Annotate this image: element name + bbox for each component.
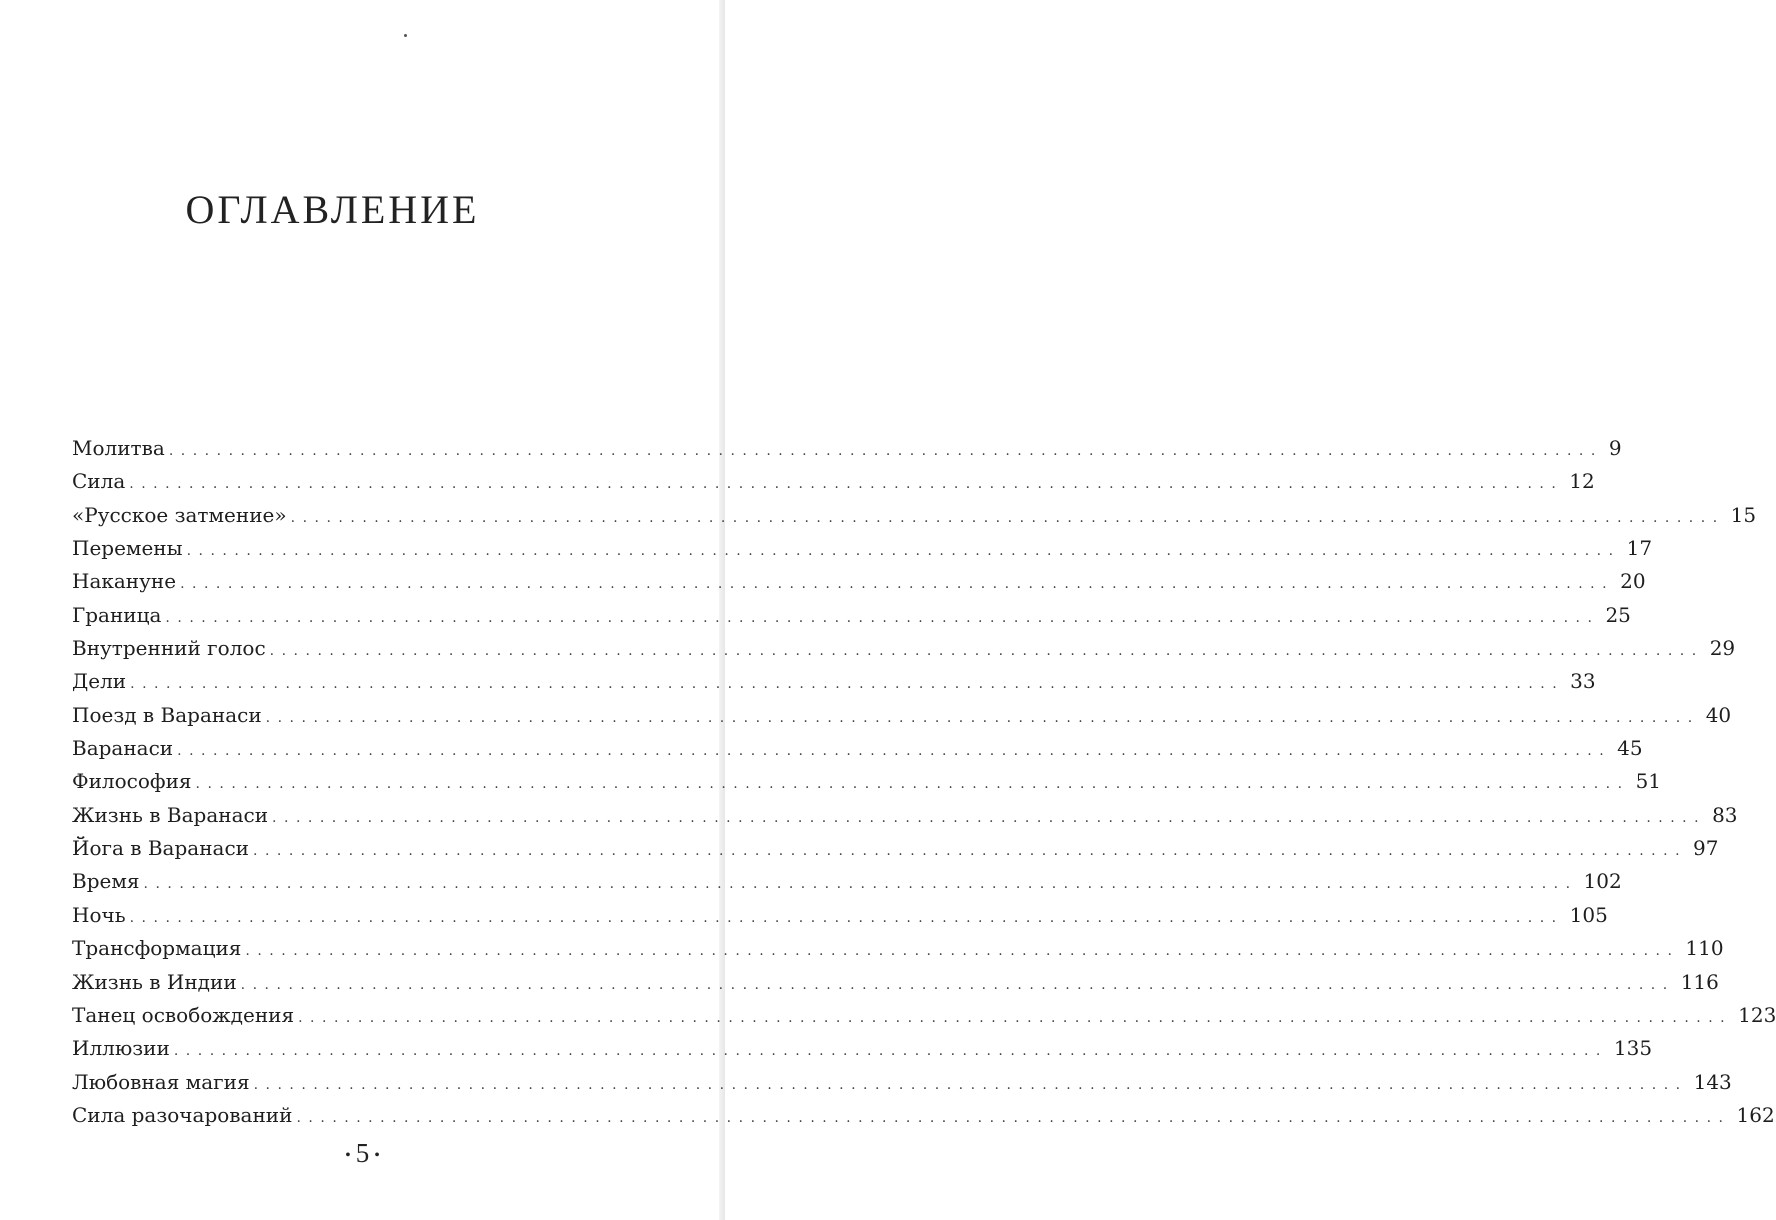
toc-entry-page: 143: [1693, 1069, 1732, 1094]
toc-entry: [72, 765, 1662, 798]
toc-entry: [72, 499, 1757, 532]
toc-entry-title: Иллюзии: [72, 1036, 170, 1061]
dot-leader: ........................................................................................................................: [269, 643, 1704, 660]
dot-leader: ........................................................................................................................: [165, 609, 1600, 626]
toc-entry: [72, 966, 1719, 999]
toc-entry-page: 51: [1635, 769, 1662, 794]
toc-entry-page: 105: [1569, 902, 1608, 927]
toc-entry-title: Сила: [72, 469, 126, 494]
dot-leader: ........................................................................................................................: [173, 1043, 1608, 1060]
toc-entry-title: Философия: [72, 769, 192, 794]
toc-entry-page: 12: [1569, 469, 1595, 494]
toc-entry-title: Жизнь в Индии: [72, 969, 237, 994]
toc-entry: [72, 565, 1646, 598]
toc-entry-page: 97: [1693, 836, 1719, 861]
toc-entry-title: Граница: [72, 602, 162, 627]
dot-leader: ........................................................................................................................: [296, 1109, 1731, 1126]
toc-entry: [72, 432, 1622, 465]
toc-entry-title: Дели: [72, 669, 127, 694]
toc-entry-page: 9: [1608, 436, 1622, 460]
toc-entry-title: Йога в Варанаси: [72, 836, 249, 861]
dot-leader: ........................................................................................................................: [290, 509, 1725, 526]
toc-entry-page: 116: [1680, 969, 1719, 994]
page-title: ОГЛАВЛЕНИЕ: [185, 187, 480, 232]
dot-leader: ........................................................................................................................: [186, 543, 1621, 560]
toc-entry: [72, 832, 1719, 865]
toc-entry-title: Ночь: [72, 902, 126, 927]
toc-entry: [72, 465, 1595, 498]
toc-entry-title: Жизнь в Варанаси: [72, 802, 269, 827]
toc-entry: [72, 632, 1736, 665]
bullet-left: •: [345, 1146, 351, 1164]
dot-leader: ........................................................................................................................: [130, 676, 1565, 693]
toc-entry: [72, 799, 1738, 832]
toc-entry: [72, 1099, 1775, 1132]
page-number: 5: [355, 1138, 370, 1168]
toc-entry-title: Молитва: [72, 436, 165, 460]
toc-entry-page: 40: [1705, 702, 1732, 727]
toc-entry-page: 15: [1730, 502, 1757, 527]
toc-entry-page: 29: [1709, 636, 1736, 661]
toc-entry-title: Любовная магия: [72, 1069, 250, 1094]
dot-leader: ........................................................................................................................: [240, 976, 1675, 993]
toc-entry-page: 135: [1613, 1036, 1653, 1061]
toc-entry-page: 20: [1620, 569, 1646, 594]
toc-entry-title: Танец освобождения: [72, 1002, 295, 1027]
toc-entry-title: Накануне: [72, 569, 177, 594]
dot-leader: ........................................................................................................................: [253, 843, 1688, 860]
toc-entry-title: Варанаси: [72, 736, 174, 761]
dot-leader: ........................................................................................................................: [129, 909, 1564, 926]
toc-entry: [72, 932, 1724, 965]
dot-leader: ........................................................................................................................: [272, 809, 1707, 826]
toc-entry: [72, 665, 1596, 698]
toc-entry-page: 33: [1570, 669, 1596, 694]
toc-entry: [72, 899, 1608, 932]
dot-leader: ........................................................................................................................: [298, 1009, 1733, 1026]
dot-leader: ........................................................................................................................: [265, 709, 1700, 726]
toc-entry: [72, 1032, 1653, 1065]
dot-leader: ........................................................................................................................: [168, 443, 1603, 459]
toc-entry: [72, 599, 1631, 632]
toc-entry-title: Время: [72, 869, 140, 894]
toc-entry: [72, 699, 1732, 732]
toc-entry-title: Трансформация: [72, 936, 242, 961]
dot-leader: ........................................................................................................................: [177, 743, 1612, 760]
toc-entry-page: 110: [1685, 936, 1724, 961]
toc-entry-title: «Русское затмение»: [72, 502, 287, 527]
toc-entry-page: 123: [1738, 1002, 1776, 1027]
toc-entry-page: 25: [1605, 602, 1631, 627]
toc-entry-page: 83: [1712, 802, 1738, 827]
toc-entry-title: Сила разочарований: [72, 1102, 293, 1127]
toc-entry-page: 17: [1626, 536, 1653, 561]
toc-entry-title: Внутренний голос: [72, 636, 266, 661]
toc-entry: [72, 865, 1622, 898]
toc-entry: [72, 732, 1643, 765]
toc-entry-page: 45: [1617, 736, 1643, 761]
ink-speck: [404, 34, 407, 37]
toc-entry: [72, 532, 1653, 565]
toc-entry-page: 162: [1736, 1102, 1775, 1127]
dot-leader: ........................................................................................................................: [245, 943, 1680, 960]
dot-leader: ........................................................................................................................: [143, 876, 1578, 893]
dot-leader: ........................................................................................................................: [253, 1076, 1688, 1093]
dot-leader: ........................................................................................................................: [195, 776, 1630, 793]
toc-entry-title: Перемены: [72, 536, 183, 561]
toc-entry-title: Поезд в Варанаси: [72, 702, 262, 727]
dot-leader: ........................................................................................................................: [129, 476, 1564, 493]
page-number-footer: [0, 1138, 725, 1169]
bullet-right: •: [374, 1146, 380, 1164]
toc-entry: [72, 999, 1776, 1032]
toc-entry-page: 102: [1583, 869, 1622, 894]
dot-leader: ........................................................................................................................: [180, 576, 1615, 593]
table-of-contents: [72, 432, 1776, 1132]
toc-entry: [72, 1066, 1732, 1099]
